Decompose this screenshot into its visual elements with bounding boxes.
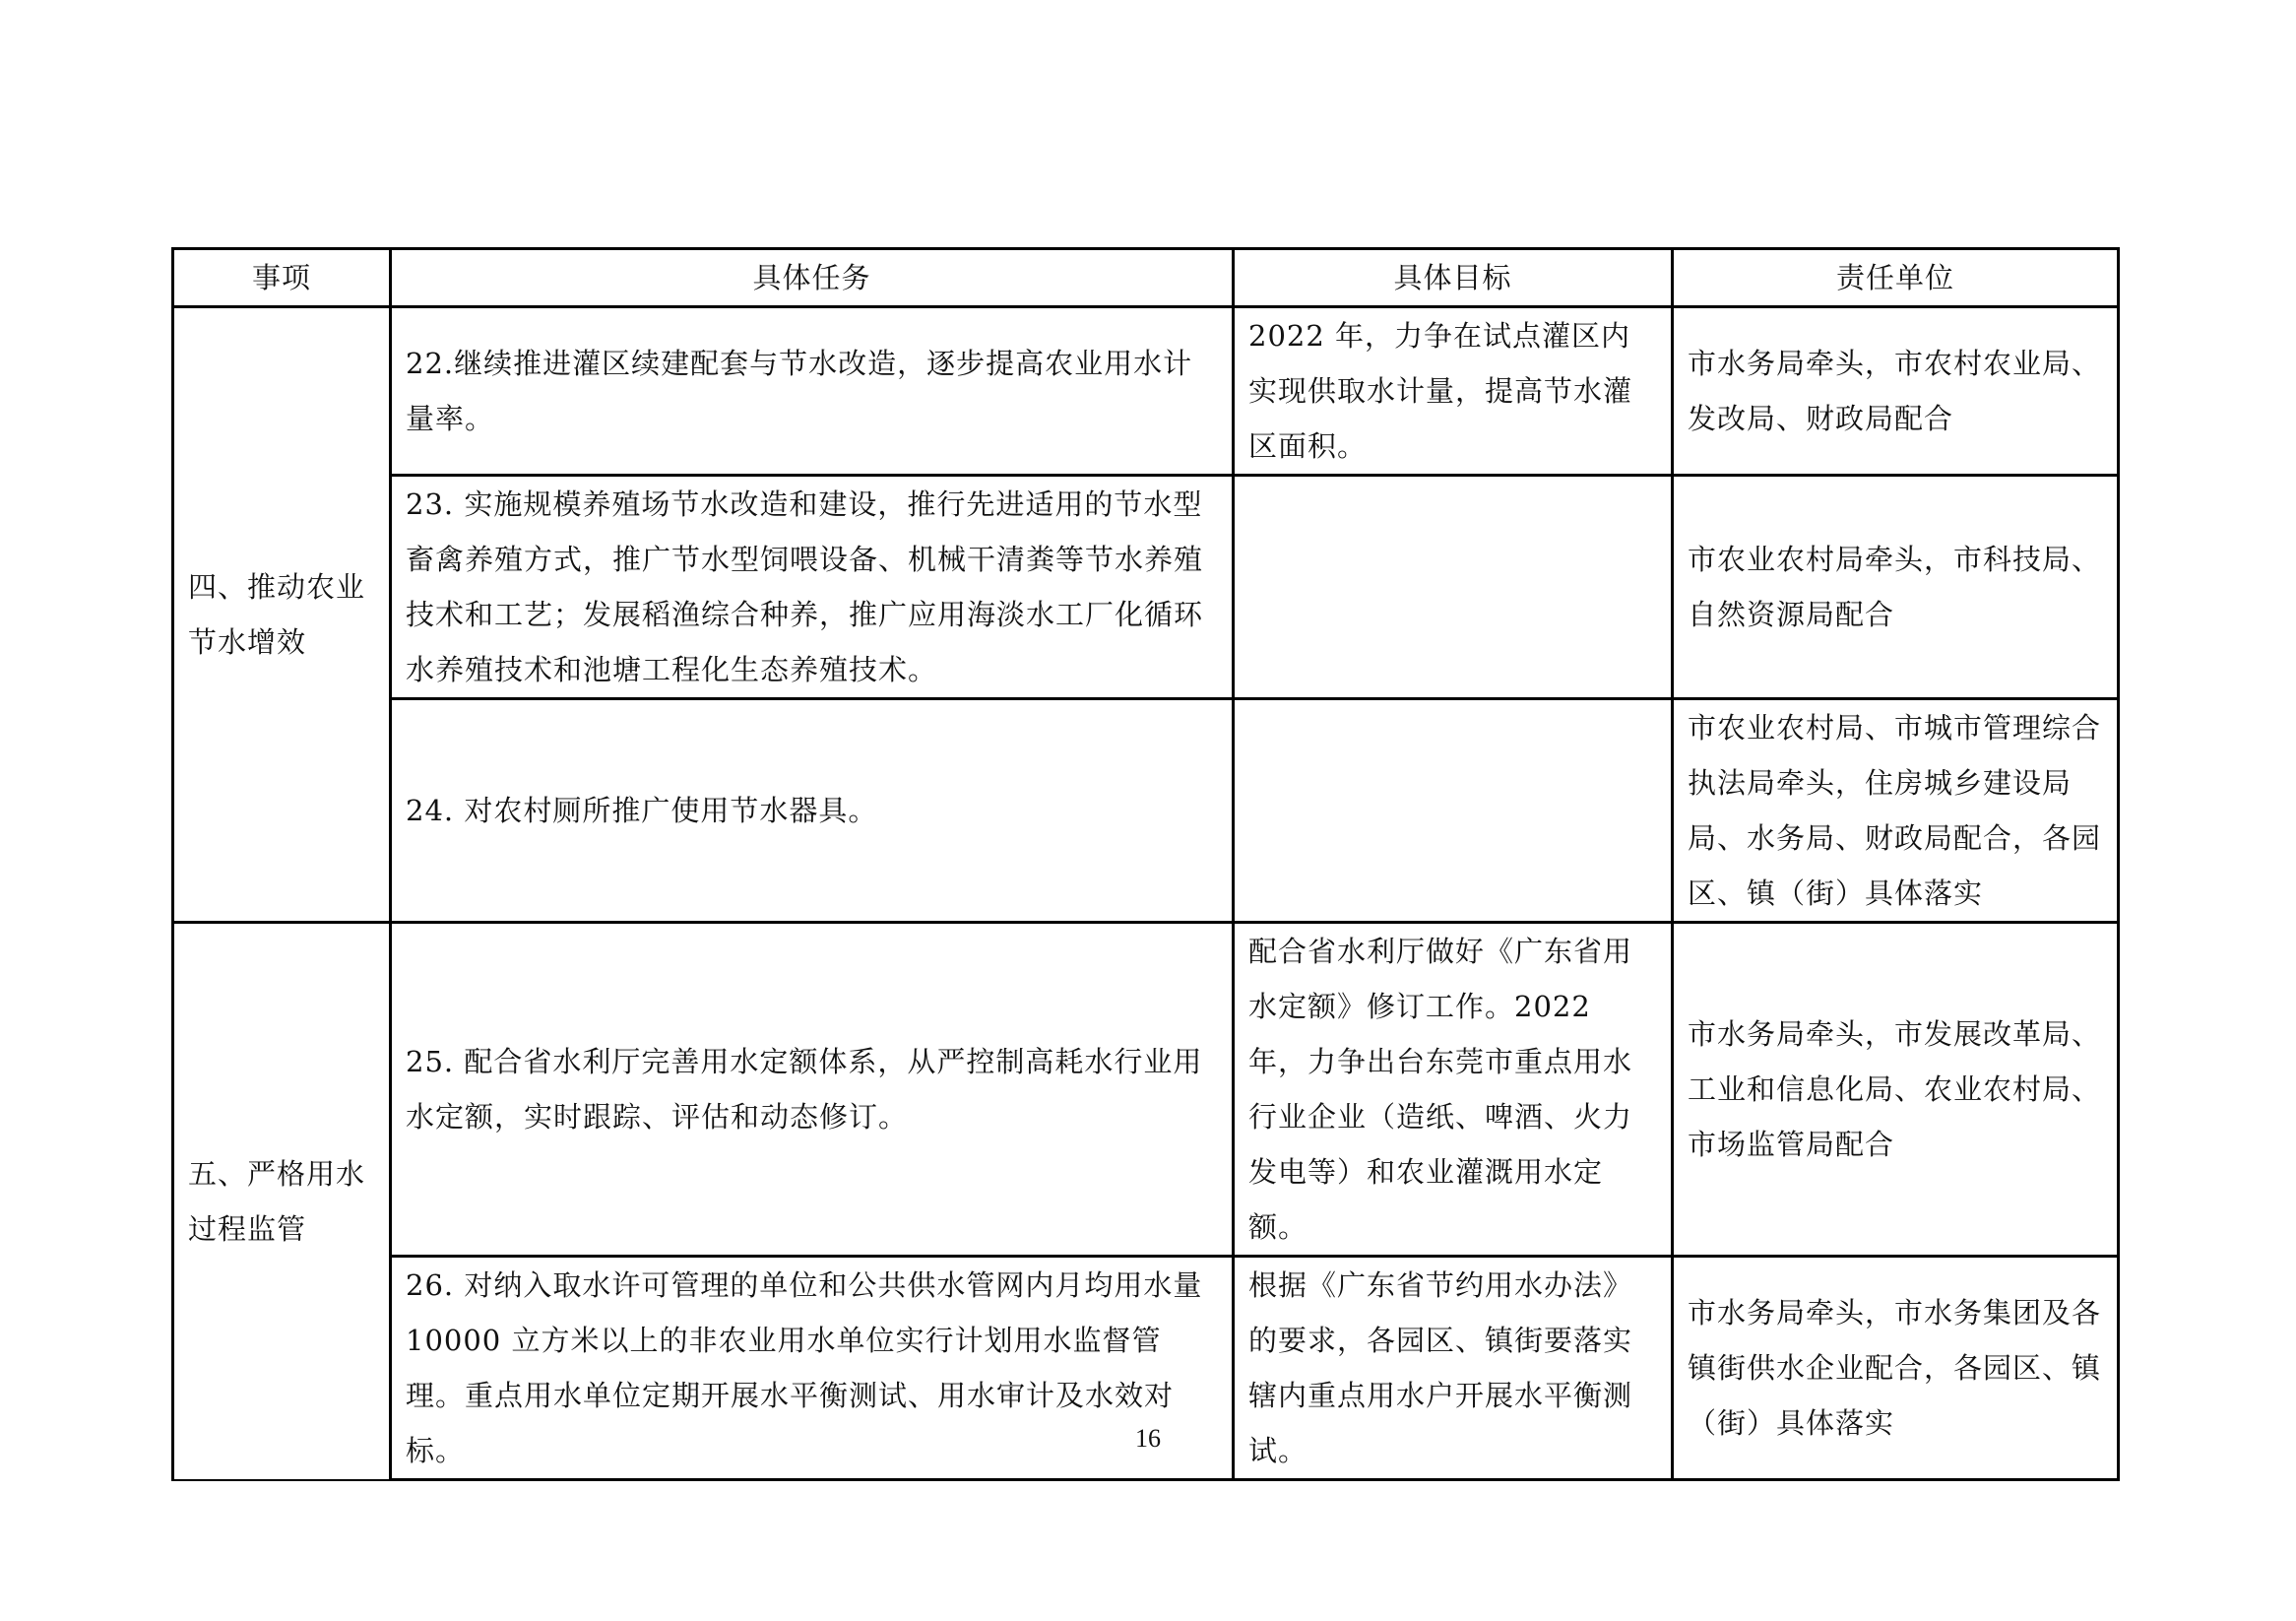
header-target: 具体目标 (1234, 249, 1673, 307)
unit-cell: 市水务局牵头，市农村农业局、发改局、财政局配合 (1673, 307, 2119, 476)
unit-cell: 市水务局牵头，市水务集团及各镇街供水企业配合，各园区、镇（街）具体落实 (1673, 1257, 2119, 1480)
task-cell: 23. 实施规模养殖场节水改造和建设，推行先进适用的节水型畜禽养殖方式，推广节水型饲喂设备、机械干清粪等节水养殖技术和工艺；发展稻渔综合种养，推广应用海淡水工厂化循环水养殖技术和池塘工程化生态养殖技术。 (391, 476, 1234, 699)
target-cell (1234, 476, 1673, 699)
task-table (171, 247, 2120, 1481)
target-cell (1234, 699, 1673, 923)
category-cell: 五、严格用水过程监管 (173, 923, 391, 1480)
task-cell: 22.继续推进灌区续建配套与节水改造，逐步提高农业用水计量率。 (391, 307, 1234, 476)
target-cell: 配合省水利厅做好《广东省用水定额》修订工作。2022 年，力争出台东莞市重点用水行业企业（造纸、啤酒、火力发电等）和农业灌溉用水定额。 (1234, 923, 1673, 1257)
category-cell: 四、推动农业节水增效 (173, 307, 391, 923)
header-item: 事项 (173, 249, 391, 307)
unit-cell: 市农业农村局牵头，市科技局、自然资源局配合 (1673, 476, 2119, 699)
table-row (173, 307, 2119, 476)
task-cell: 25. 配合省水利厅完善用水定额体系，从严控制高耗水行业用水定额，实时跟踪、评估和动态修订。 (391, 923, 1234, 1257)
header-unit: 责任单位 (1673, 249, 2119, 307)
target-cell: 根据《广东省节约用水办法》的要求，各园区、镇街要落实辖内重点用水户开展水平衡测试。 (1234, 1257, 1673, 1480)
task-cell: 24. 对农村厕所推广使用节水器具。 (391, 699, 1234, 923)
table-row (173, 699, 2119, 923)
table-row (173, 923, 2119, 1257)
unit-cell: 市农业农村局、市城市管理综合执法局牵头，住房城乡建设局局、水务局、财政局配合，各园区、镇（街）具体落实 (1673, 699, 2119, 923)
target-cell: 2022 年，力争在试点灌区内实现供取水计量，提高节水灌区面积。 (1234, 307, 1673, 476)
task-cell: 26. 对纳入取水许可管理的单位和公共供水管网内月均用水量10000 立方米以上的非农业用水单位实行计划用水监督管理。重点用水单位定期开展水平衡测试、用水审计及水效对标。 (391, 1257, 1234, 1480)
unit-cell: 市水务局牵头，市发展改革局、工业和信息化局、农业农村局、市场监管局配合 (1673, 923, 2119, 1257)
page-number: 16 (1135, 1424, 1161, 1453)
header-task: 具体任务 (391, 249, 1234, 307)
table-row (173, 476, 2119, 699)
table-header-row (173, 249, 2119, 307)
